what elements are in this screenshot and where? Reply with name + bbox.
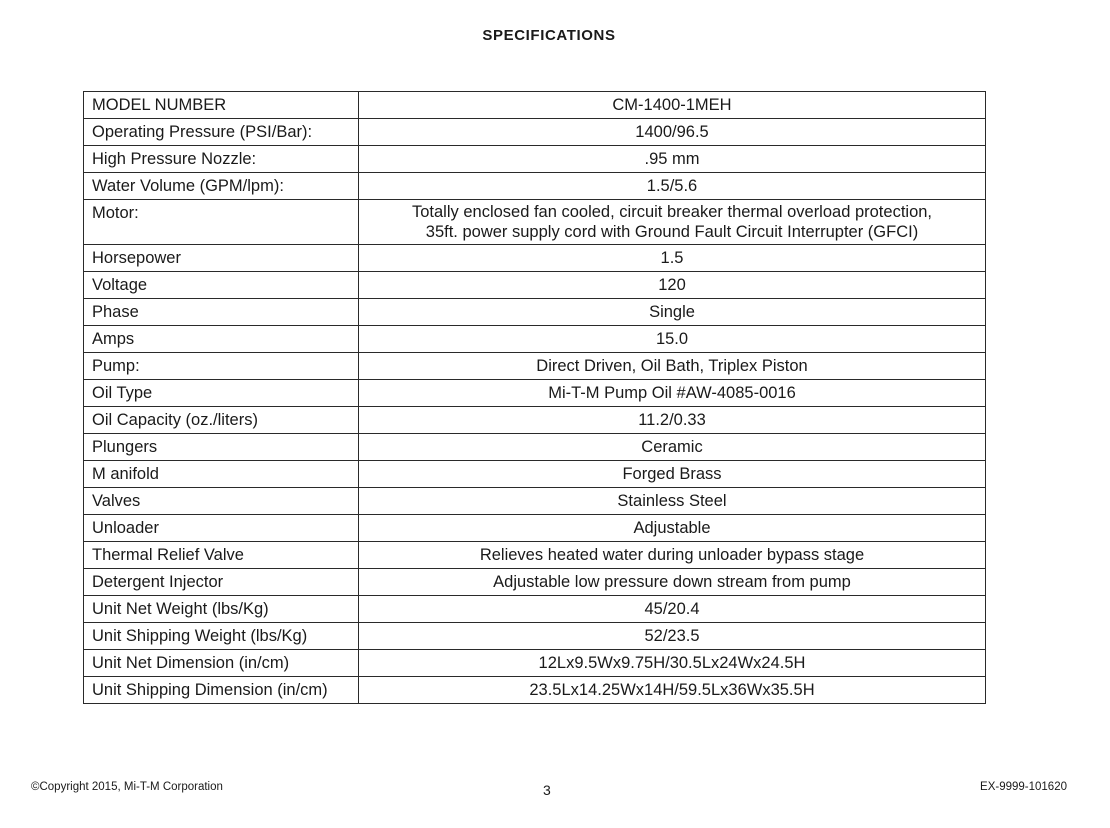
spec-value xyxy=(359,299,986,326)
spec-label: Water Volume (GPM/lpm): xyxy=(84,173,359,200)
spec-label: Detergent Injector xyxy=(84,569,359,596)
spec-label: Horsepower xyxy=(84,245,359,272)
spec-value-line: 35ft. power supply cord with Ground Fault Circuit Interrupter (GFCI) xyxy=(425,223,919,241)
spec-value xyxy=(359,650,986,677)
spec-value-line: .95 mm xyxy=(644,150,700,168)
spec-label: Oil Type xyxy=(84,380,359,407)
spec-label: High Pressure Nozzle: xyxy=(84,146,359,173)
spec-value xyxy=(359,623,986,650)
spec-value-line: 12Lx9.5Wx9.75H/30.5Lx24Wx24.5H xyxy=(538,654,806,672)
spec-row xyxy=(84,92,986,119)
spec-label: M anifold xyxy=(84,461,359,488)
spec-value-line: Totally enclosed fan cooled, circuit breaker thermal overload protection, xyxy=(411,203,933,221)
spec-label: Oil Capacity (oz./liters) xyxy=(84,407,359,434)
spec-value-line: Forged Brass xyxy=(622,465,722,483)
spec-label: MODEL NUMBER xyxy=(84,92,359,119)
spec-value xyxy=(359,677,986,704)
spec-value-line: 15.0 xyxy=(655,330,689,348)
spec-value-line: 1.5 xyxy=(660,249,684,267)
spec-label: Unit Net Dimension (in/cm) xyxy=(84,650,359,677)
spec-value-line: 52/23.5 xyxy=(644,627,700,645)
spec-row xyxy=(84,623,986,650)
spec-value xyxy=(359,515,986,542)
spec-row xyxy=(84,326,986,353)
spec-value-line: 120 xyxy=(658,276,686,294)
page-title: SPECIFICATIONS xyxy=(482,27,616,44)
footer-copyright: ©Copyright 2015, Mi-T-M Corporation xyxy=(31,781,223,793)
spec-label: Motor: xyxy=(84,200,359,245)
spec-label: Operating Pressure (PSI/Bar): xyxy=(84,119,359,146)
spec-label: Unit Net Weight (lbs/Kg) xyxy=(84,596,359,623)
spec-value xyxy=(359,272,986,299)
spec-value-line: Direct Driven, Oil Bath, Triplex Piston xyxy=(536,357,808,375)
spec-value-line: Relieves heated water during unloader bypass stage xyxy=(479,546,865,564)
spec-row xyxy=(84,353,986,380)
spec-value xyxy=(359,92,986,119)
spec-value-line: Ceramic xyxy=(641,438,703,456)
spec-value xyxy=(359,146,986,173)
spec-row xyxy=(84,515,986,542)
specifications-table-body xyxy=(84,92,986,704)
spec-row xyxy=(84,677,986,704)
spec-value xyxy=(359,200,986,245)
spec-value xyxy=(359,488,986,515)
spec-row xyxy=(84,200,986,245)
spec-value-line: 23.5Lx14.25Wx14H/59.5Lx36Wx35.5H xyxy=(529,681,815,699)
spec-value xyxy=(359,542,986,569)
spec-label: Pump: xyxy=(84,353,359,380)
spec-value-line: 1.5/5.6 xyxy=(646,177,698,195)
spec-row xyxy=(84,434,986,461)
spec-value-line: 11.2/0.33 xyxy=(638,411,706,429)
spec-label: Unit Shipping Weight (lbs/Kg) xyxy=(84,623,359,650)
spec-value xyxy=(359,461,986,488)
spec-value-line: 45/20.4 xyxy=(644,600,700,618)
spec-value xyxy=(359,380,986,407)
spec-value xyxy=(359,245,986,272)
footer-page-number: 3 xyxy=(543,782,551,798)
spec-row xyxy=(84,488,986,515)
spec-row xyxy=(84,461,986,488)
spec-row xyxy=(84,407,986,434)
spec-value xyxy=(359,434,986,461)
spec-value xyxy=(359,326,986,353)
specifications-table xyxy=(83,91,986,704)
spec-value-line: Stainless Steel xyxy=(617,492,727,510)
spec-row xyxy=(84,173,986,200)
spec-row xyxy=(84,596,986,623)
spec-row xyxy=(84,299,986,326)
spec-value xyxy=(359,173,986,200)
spec-value-line: 1400/96.5 xyxy=(635,123,709,141)
spec-label: Valves xyxy=(84,488,359,515)
spec-label: Thermal Relief Valve xyxy=(84,542,359,569)
spec-row xyxy=(84,245,986,272)
spec-row xyxy=(84,272,986,299)
spec-value-line: Single xyxy=(649,303,695,321)
spec-value xyxy=(359,596,986,623)
spec-label: Phase xyxy=(84,299,359,326)
spec-row xyxy=(84,650,986,677)
spec-row xyxy=(84,569,986,596)
spec-value-line: Adjustable xyxy=(633,519,711,537)
spec-value xyxy=(359,119,986,146)
spec-value-line: CM-1400-1MEH xyxy=(612,96,732,114)
spec-label: Plungers xyxy=(84,434,359,461)
spec-label: Amps xyxy=(84,326,359,353)
spec-value xyxy=(359,569,986,596)
spec-row xyxy=(84,146,986,173)
spec-value xyxy=(359,353,986,380)
spec-label: Unit Shipping Dimension (in/cm) xyxy=(84,677,359,704)
spec-label: Voltage xyxy=(84,272,359,299)
footer-document-code: EX-9999-101620 xyxy=(980,781,1067,793)
spec-label: Unloader xyxy=(84,515,359,542)
spec-row xyxy=(84,542,986,569)
spec-row xyxy=(84,119,986,146)
spec-value-line: Mi-T-M Pump Oil #AW-4085-0016 xyxy=(548,384,796,402)
spec-value xyxy=(359,407,986,434)
spec-row xyxy=(84,380,986,407)
spec-value-line: Adjustable low pressure down stream from pump xyxy=(493,573,851,591)
